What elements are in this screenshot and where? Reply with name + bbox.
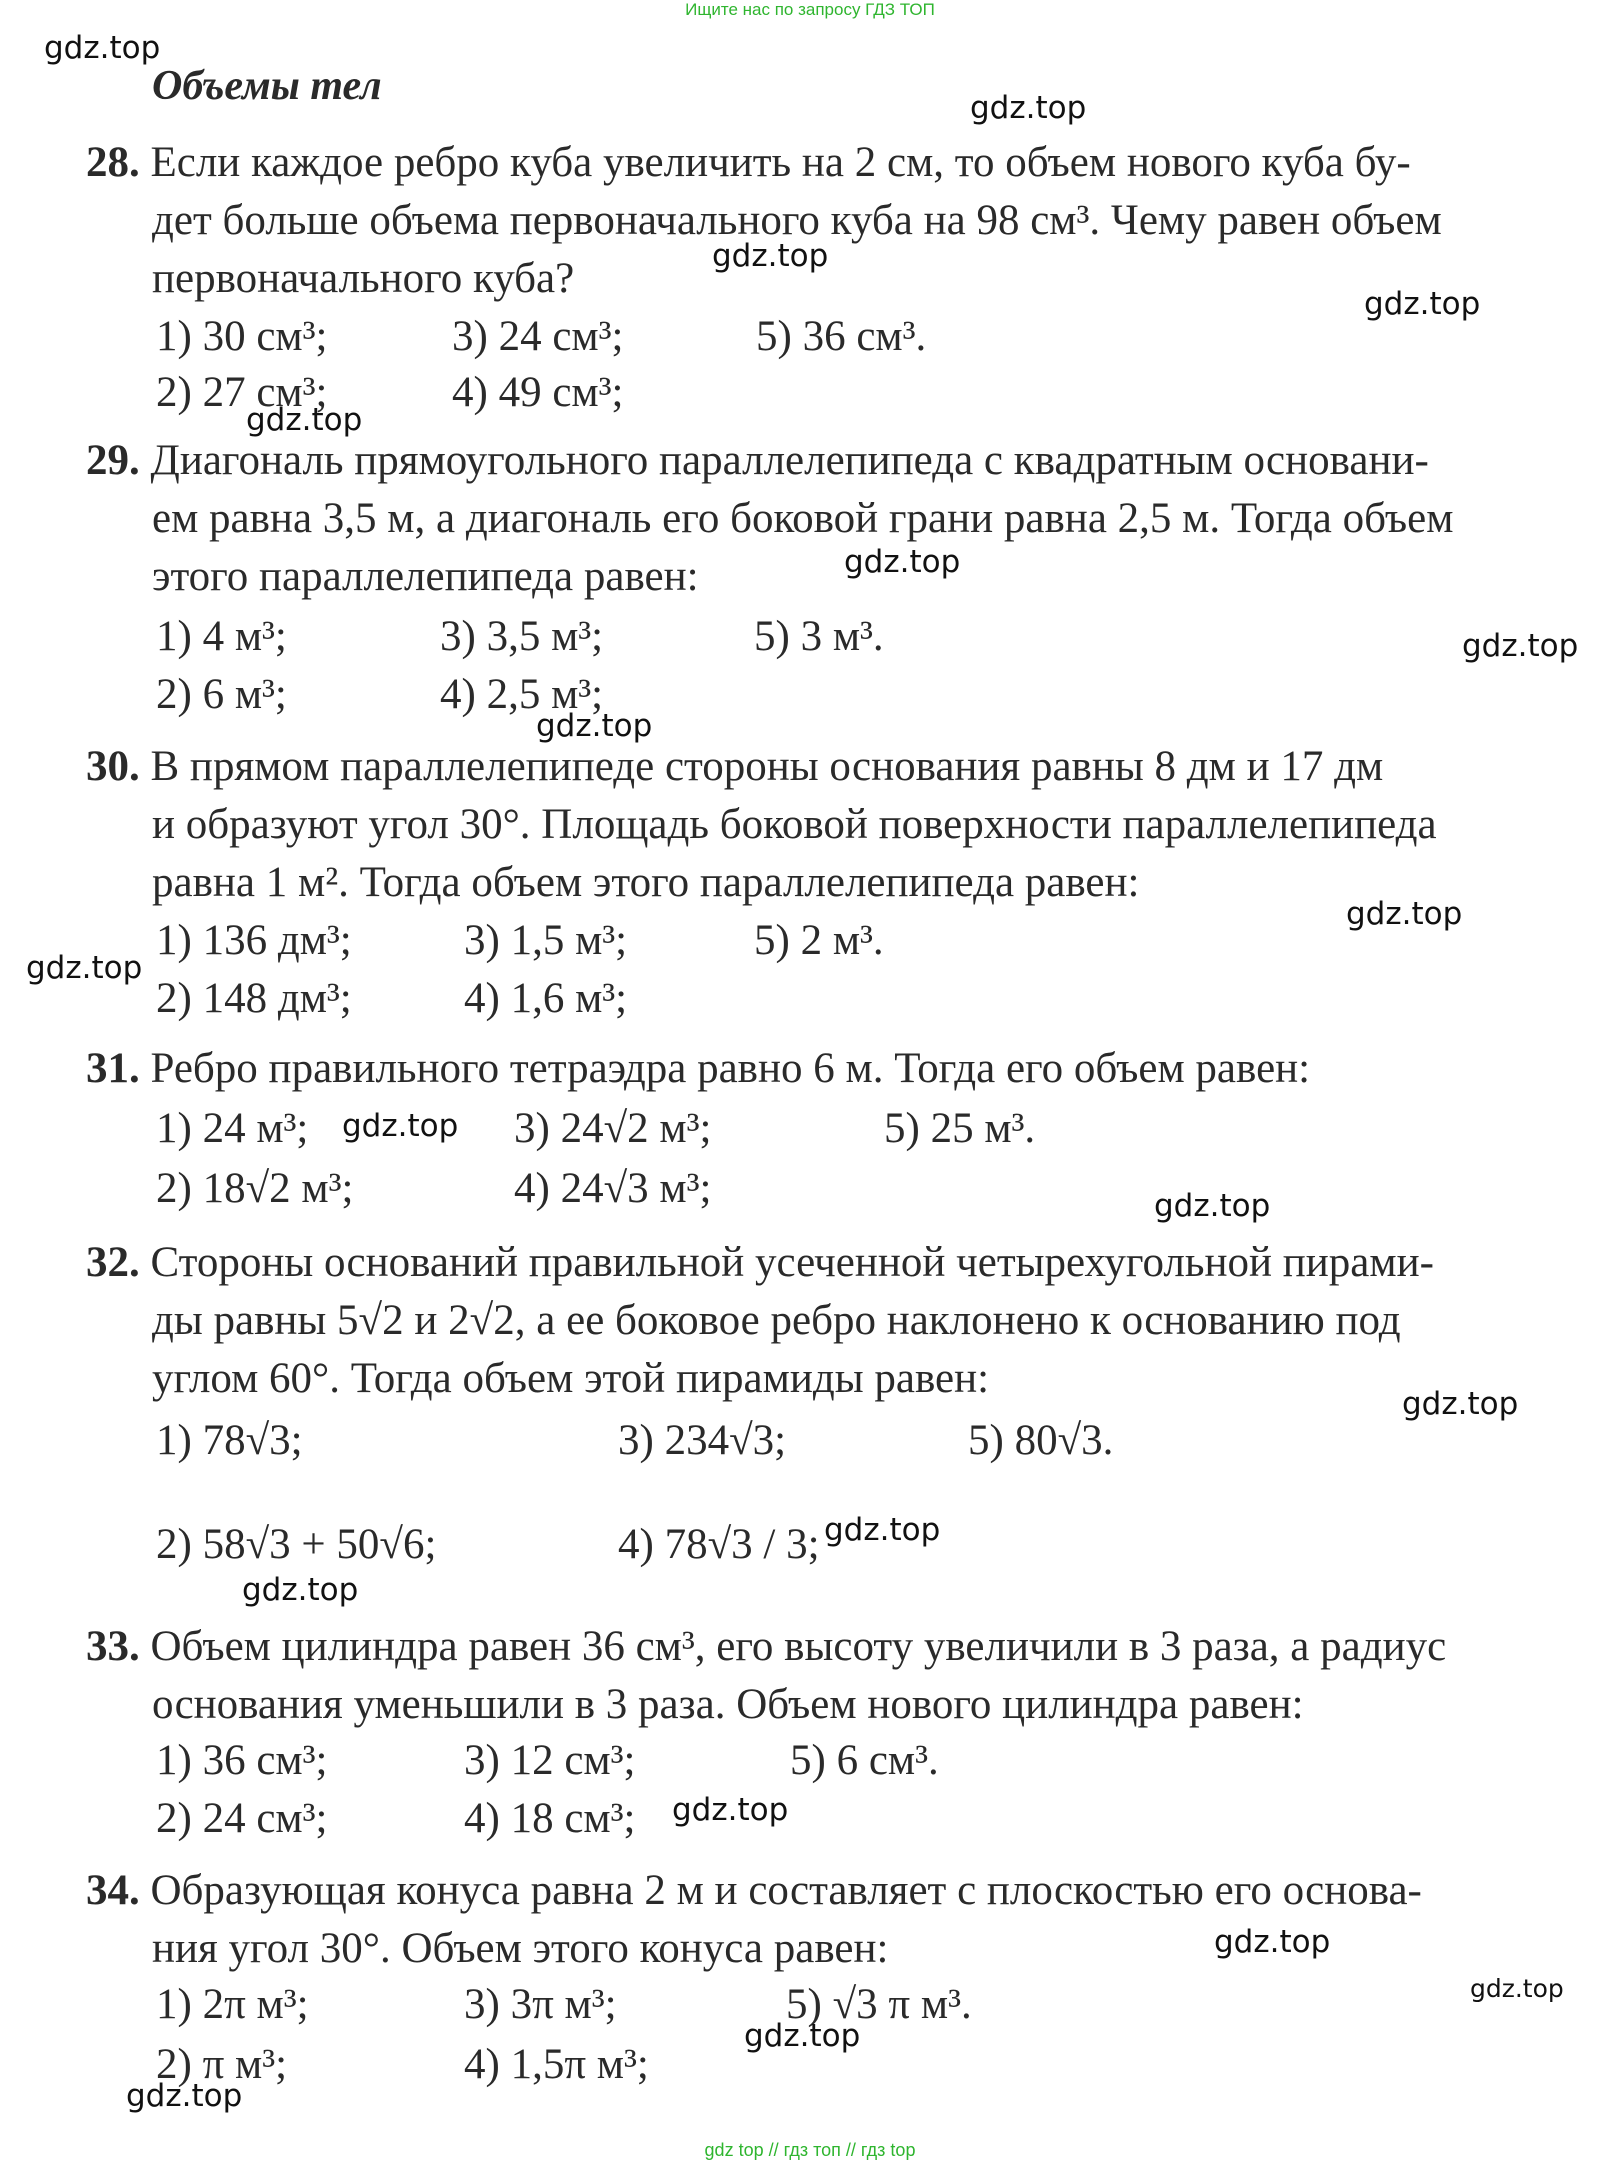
- watermark: gdz.top: [342, 1108, 459, 1144]
- problem-line: ем равна 3,5 м, а диагональ его боковой грани равна 2,5 м. Тогда объем: [152, 495, 1454, 542]
- answer-option: 4) 78√3 / 3;: [618, 1521, 820, 1568]
- bottom-banner: gdz top // гдз топ // гдз top: [704, 2140, 916, 2160]
- watermark: gdz.top: [1470, 1974, 1564, 2003]
- problem-34: [86, 1866, 1422, 1915]
- problem-line: равна 1 м². Тогда объем этого параллелепипеда равен:: [152, 859, 1140, 906]
- answer-option: 3) 234√3;: [618, 1417, 787, 1464]
- watermark: gdz.top: [246, 402, 363, 438]
- problem-33: [86, 1622, 1446, 1671]
- watermark: gdz.top: [844, 544, 961, 580]
- problem-line: Объем цилиндра равен 36 см³, его высоту увеличили в 3 раза, а радиус: [150, 1623, 1447, 1670]
- problem-number: 29.: [86, 437, 140, 484]
- problem-line: Если каждое ребро куба увеличить на 2 см, то объем нового куба бу-: [150, 139, 1411, 186]
- answer-option: 1) 36 см³;: [156, 1737, 328, 1784]
- problem-31: [86, 1044, 1310, 1093]
- problem-30: [86, 742, 1383, 791]
- answer-option: 2) 148 дм³;: [156, 975, 352, 1022]
- answer-option: 5) √3 π м³.: [786, 1981, 972, 2028]
- problem-number: 28.: [86, 139, 140, 186]
- answer-option: 2) π м³;: [156, 2041, 288, 2088]
- problem-number: 34.: [86, 1867, 140, 1914]
- answer-option: 3) 24√2 м³;: [514, 1105, 712, 1152]
- watermark: gdz.top: [824, 1512, 941, 1548]
- answer-option: 3) 12 см³;: [464, 1737, 636, 1784]
- answer-option: 3) 3,5 м³;: [440, 613, 604, 660]
- watermark: gdz.top: [970, 90, 1087, 126]
- watermark: gdz.top: [1154, 1188, 1271, 1224]
- answer-option: 1) 24 м³;: [156, 1105, 309, 1152]
- section-heading: Объемы тел: [152, 63, 382, 109]
- problem-28: [86, 138, 1411, 187]
- problem-32: [86, 1238, 1434, 1287]
- problem-number: 33.: [86, 1623, 140, 1670]
- answer-option: 3) 1,5 м³;: [464, 917, 628, 964]
- top-banner: Ищите нас по запросу ГДЗ ТОП: [685, 0, 935, 19]
- answer-option: 4) 1,6 м³;: [464, 975, 628, 1022]
- problem-line: основания уменьшили в 3 раза. Объем нового цилиндра равен:: [152, 1681, 1304, 1728]
- answer-option: 4) 49 см³;: [452, 369, 624, 416]
- answer-option: 4) 24√3 м³;: [514, 1165, 712, 1212]
- watermark: gdz.top: [536, 708, 653, 744]
- answer-option: 3) 24 см³;: [452, 313, 624, 360]
- watermark: gdz.top: [1214, 1924, 1331, 1960]
- problem-line: и образуют угол 30°. Площадь боковой поверхности параллелепипеда: [152, 801, 1437, 848]
- problem-number: 30.: [86, 743, 140, 790]
- watermark: gdz.top: [26, 950, 143, 986]
- answer-option: 5) 80√3.: [968, 1417, 1114, 1464]
- answer-option: 3) 3π м³;: [464, 1981, 617, 2028]
- problem-line: дет больше объема первоначального куба на 98 см³. Чему равен объем: [152, 197, 1442, 244]
- answer-option: 2) 27 см³;: [156, 369, 328, 416]
- answer-option: 4) 18 см³;: [464, 1795, 636, 1842]
- watermark: gdz.top: [1462, 628, 1579, 664]
- answer-option: 5) 6 см³.: [790, 1737, 939, 1784]
- answer-option: 1) 78√3;: [156, 1417, 303, 1464]
- problem-line: Ребро правильного тетраэдра равно 6 м. Тогда его объем равен:: [150, 1045, 1311, 1092]
- problem-number: 32.: [86, 1239, 140, 1286]
- answer-option: 4) 1,5π м³;: [464, 2041, 649, 2088]
- problem-line: углом 60°. Тогда объем этой пирамиды равен:: [152, 1355, 990, 1402]
- watermark: gdz.top: [242, 1572, 359, 1608]
- answer-option: 5) 36 см³.: [756, 313, 927, 360]
- watermark: gdz.top: [44, 30, 161, 66]
- problem-line: В прямом параллелепипеде стороны основания равны 8 дм и 17 дм: [150, 743, 1384, 790]
- watermark: gdz.top: [744, 2018, 861, 2054]
- answer-option: 5) 2 м³.: [754, 917, 884, 964]
- problem-line: ды равны 5√2 и 2√2, а ее боковое ребро наклонено к основанию под: [152, 1297, 1401, 1344]
- problem-line: Стороны оснований правильной усеченной четырехугольной пирами-: [150, 1239, 1434, 1286]
- watermark: gdz.top: [126, 2078, 243, 2114]
- answer-option: 1) 30 см³;: [156, 313, 328, 360]
- answer-option: 4) 2,5 м³;: [440, 671, 604, 718]
- problem-line: ния угол 30°. Объем этого конуса равен:: [152, 1925, 889, 1972]
- watermark: gdz.top: [712, 238, 829, 274]
- watermark: gdz.top: [1402, 1386, 1519, 1422]
- answer-option: 2) 18√2 м³;: [156, 1165, 354, 1212]
- answer-option: 5) 25 м³.: [884, 1105, 1036, 1152]
- watermark: gdz.top: [672, 1792, 789, 1828]
- problem-number: 31.: [86, 1045, 140, 1092]
- problem-29: [86, 436, 1429, 485]
- answer-option: 2) 6 м³;: [156, 671, 287, 718]
- answer-option: 5) 3 м³.: [754, 613, 884, 660]
- answer-option: 2) 58√3 + 50√6;: [156, 1521, 437, 1568]
- problem-line: первоначального куба?: [152, 255, 575, 302]
- problem-line: Образующая конуса равна 2 м и составляет с плоскостью его основа-: [150, 1867, 1422, 1914]
- answer-option: 1) 136 дм³;: [156, 917, 352, 964]
- watermark: gdz.top: [1364, 286, 1481, 322]
- problem-line: Диагональ прямоугольного параллелепипеда с квадратным основани-: [150, 437, 1429, 484]
- answer-option: 2) 24 см³;: [156, 1795, 328, 1842]
- watermark: gdz.top: [1346, 896, 1463, 932]
- answer-option: 1) 2π м³;: [156, 1981, 309, 2028]
- problem-line: этого параллелепипеда равен:: [152, 553, 699, 600]
- answer-option: 1) 4 м³;: [156, 613, 287, 660]
